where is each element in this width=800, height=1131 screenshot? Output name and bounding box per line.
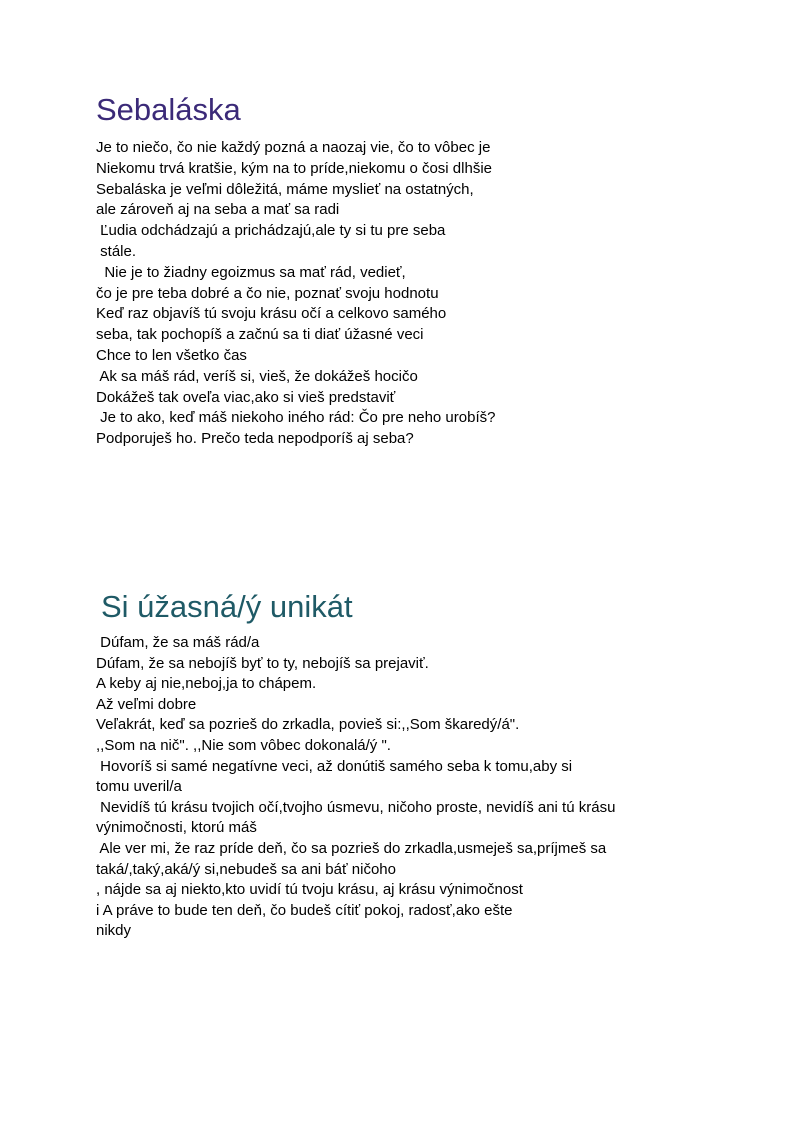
poem-title: Sebaláska — [96, 92, 241, 127]
poem-line: tomu uveril/a — [96, 778, 182, 796]
poem-line: Dúfam, že sa máš rád/a — [96, 634, 260, 651]
poem-line: Chce to len všetko čas — [96, 346, 247, 364]
poem-line: ,,Som na nič". ,,Nie som vôbec dokonalá/ý ". — [96, 736, 391, 754]
poem-line: Veľakrát, keď sa pozrieš do zrkadla, povieš si:,,Som škaredý/á". — [96, 716, 520, 734]
poem-line: i A práve to bude ten deň, čo budeš cítiť pokoj, radosť,ako ešte — [96, 901, 513, 919]
poem-si-uzasna-unikat — [96, 589, 615, 942]
poem-line: ale zároveň aj na seba a mať sa radi — [96, 201, 340, 219]
poem-line: Až veľmi dobre — [96, 695, 197, 713]
poem-line: Hovoríš si samé negatívne veci, až donútiš samého seba k tomu,aby si — [96, 757, 573, 775]
poem-line: Nie je to žiadny egoizmus sa mať rád, vedieť, — [96, 263, 406, 281]
poem-line: nikdy — [96, 922, 132, 940]
poem-line: Dúfam, že sa nebojíš byť to ty, nebojíš sa prejaviť. — [96, 654, 429, 672]
poem-line: Keď raz objavíš tú svoju krásu očí a celkovo samého — [96, 305, 447, 323]
poem-line: čo je pre teba dobré a čo nie, poznať svoju hodnotu — [96, 284, 439, 302]
poem-line: Ak sa máš rád, veríš si, vieš, že dokážeš hocičo — [96, 367, 418, 385]
poem-line: Podporuješ ho. Prečo teda nepodporíš aj seba? — [96, 430, 414, 448]
poem-line: Sebaláska je veľmi dôležitá, máme myslieť na ostatných, — [96, 180, 474, 198]
poem-line: Dokážeš tak oveľa viac,ako si vieš predstaviť — [96, 388, 396, 406]
poem-line: , nájde sa aj niekto,kto uvidí tú tvoju krásu, aj krásu výnimočnost — [96, 881, 523, 899]
poem-line: výnimočnosti, ktorú máš — [96, 819, 257, 837]
poem-line: Je to niečo, čo nie každý pozná a naozaj vie, čo to vôbec je — [96, 139, 491, 156]
poem-line: stále. — [96, 242, 137, 260]
poem-line: Niekomu trvá kratšie, kým na to príde,niekomu o čosi dlhšie — [96, 159, 492, 177]
poem-body — [96, 633, 615, 942]
poem-line: taká/,taký,aká/ý si,nebudeš sa ani báť ničoho — [96, 860, 396, 878]
poem-line: Je to ako, keď máš niekoho iného rád: Čo pre neho urobíš? — [96, 409, 496, 427]
poem-line: Nevidíš tú krásu tvojich očí,tvojho úsmevu, ničoho proste, nevidíš ani tú krásu — [96, 798, 616, 816]
poem-line: Ľudia odchádzajú a prichádzajú,ale ty si tu pre seba — [96, 222, 446, 240]
poem-line: seba, tak pochopíš a začnú sa ti diať úžasné veci — [96, 326, 424, 344]
poem-title: Si úžasná/ý unikát — [101, 589, 353, 624]
poem-line: Ale ver mi, že raz príde deň, čo sa pozrieš do zrkadla,usmeješ sa,príjmeš sa — [96, 839, 607, 857]
poem-sebalaska — [96, 92, 495, 450]
poem-line: A keby aj nie,neboj,ja to chápem. — [96, 675, 317, 693]
poem-body — [96, 138, 495, 450]
